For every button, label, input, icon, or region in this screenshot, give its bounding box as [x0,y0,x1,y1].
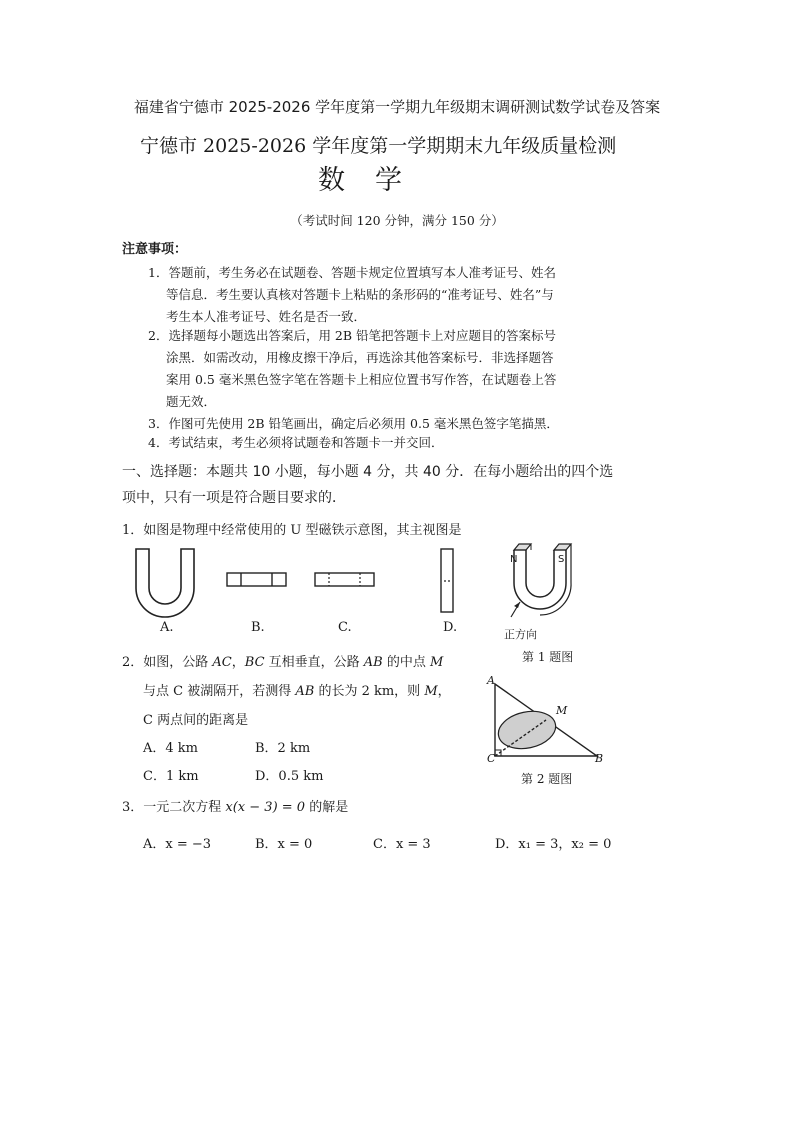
question-3-option-a: A．x = −3 [143,837,212,852]
notice-line: 等信息．考生要认真核对答题卡上粘贴的条形码的“准考证号、姓名”与 [166,287,554,302]
question-3-option-c: C．x = 3 [373,837,431,852]
exam-title: 宁德市 2025-2026 学年度第一学期期末九年级质量检测 [140,135,617,157]
section-heading: 一、选择题：本题共 10 小题，每小题 4 分，共 40 分．在每小题给出的四个选 [122,464,614,480]
notice-line: 涂黑．如需改动，用橡皮擦干净后，再选涂其他答案标号．非选择题答 [166,350,554,365]
option-b-figure [226,572,288,588]
point-c-label: C [487,752,496,765]
option-c-label: C. [338,620,352,635]
magnet-n-label: N [510,554,518,565]
magnet-s-label: S [558,554,565,565]
option-a-label: A. [160,620,174,635]
question-2-option-b: B．2 km [255,741,311,756]
figure-2-caption: 第 2 题图 [521,772,573,786]
figure-1-caption: 第 1 题图 [522,650,574,664]
question-3-option-b: B．x = 0 [255,837,313,852]
question-2-line-2: 与点 C 被湖隔开，若测得 AB 的长为 2 km，则 M， [143,684,451,699]
front-direction-label: 正方向 [504,628,537,641]
option-b-label: B. [251,620,265,635]
exam-info: （考试时间 120 分钟，满分 150 分） [290,213,504,228]
section-heading: 项中，只有一项是符合题目要求的． [122,490,346,506]
lake-triangle-figure [485,676,605,768]
notice-line: 案用 0.5 毫米黑色签字笔在答题卡上相应位置书写作答，在试题卷上答 [166,372,557,387]
option-d-figure [439,548,455,614]
question-2-option-a: A．4 km [143,741,198,756]
u-magnet-figure [500,538,580,630]
notice-line: 题无效． [166,394,217,409]
question-1-text: 1．如图是物理中经常使用的 U 型磁铁示意图，其主视图是 [122,523,462,538]
notice-line: 2．选择题每小题选出答案后，用 2B 铅笔把答题卡上对应题目的答案标号 [148,328,557,343]
subject-title: 数学 [318,165,432,196]
notice-line: 考生本人准考证号、姓名是否一致． [166,309,367,324]
document-header: 福建省宁德市 2025-2026 学年度第一学期九年级期末调研测试数学试卷及答案 [133,98,661,116]
point-m-label: M [556,704,568,717]
point-b-label: B [595,752,604,765]
notice-line: 3．作图可先使用 2B 铅笔画出，确定后必须用 0.5 毫米黑色签字笔描黑． [148,416,559,431]
notice-title: 注意事项： [122,242,188,257]
point-a-label: A [487,674,495,687]
option-d-label: D. [443,620,458,635]
question-2-line-3: C 两点间的距离是 [143,713,249,728]
question-2-option-d: D．0.5 km [255,769,324,784]
notice-line: 1．答题前，考生务必在试题卷、答题卡规定位置填写本人准考证号、姓名 [148,265,556,280]
question-2-option-c: C．1 km [143,769,199,784]
question-3-text: 3．一元二次方程 x(x − 3) = 0 的解是 [122,800,349,815]
notice-line: 4．考试结束，考生必须将试题卷和答题卡一并交回． [148,435,444,450]
option-c-figure [314,572,376,588]
question-3-option-d: D．x₁ = 3，x₂ = 0 [495,837,612,852]
question-2-line-1: 2．如图，公路 AC，BC 互相垂直，公路 AB 的中点 M [122,655,444,670]
option-a-figure [130,545,200,620]
